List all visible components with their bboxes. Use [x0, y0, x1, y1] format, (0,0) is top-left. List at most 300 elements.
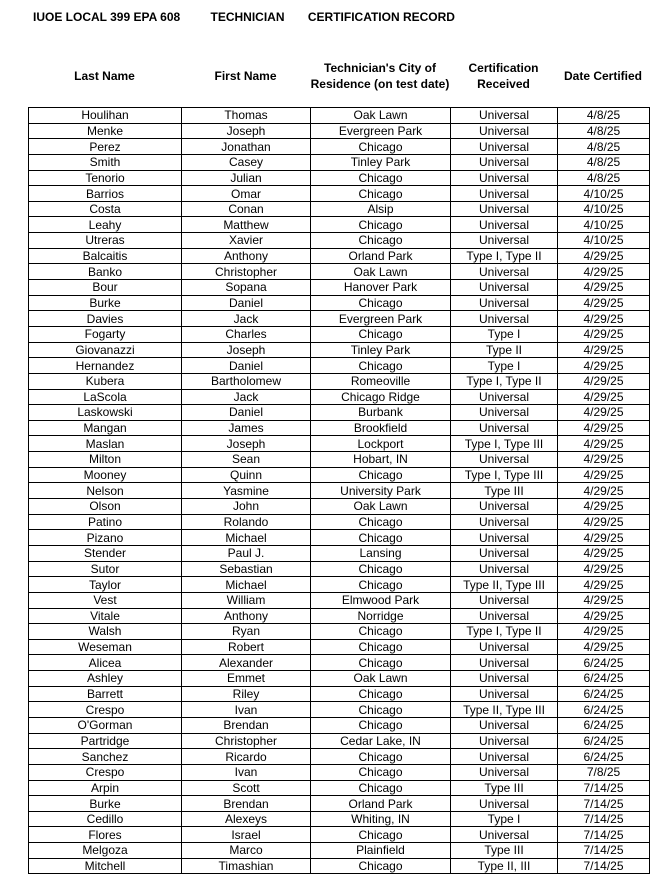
- cell-city: Whiting, IN: [311, 811, 451, 827]
- cell-date: 4/8/25: [558, 123, 650, 139]
- cell-last-name: Sanchez: [29, 749, 182, 765]
- cell-city: Orland Park: [311, 796, 451, 812]
- cell-city: Chicago: [311, 749, 451, 765]
- header-date: Date Certified: [563, 69, 643, 83]
- cell-date: 4/29/25: [558, 483, 650, 499]
- cell-first-name: Jonathan: [182, 139, 311, 155]
- cell-first-name: Anthony: [182, 608, 311, 624]
- cell-first-name: John: [182, 499, 311, 515]
- table-header: [28, 50, 643, 102]
- cell-date: 6/24/25: [558, 733, 650, 749]
- cell-city: Chicago: [311, 326, 451, 342]
- table-row: [29, 373, 650, 389]
- cell-date: 6/24/25: [558, 671, 650, 687]
- header-city: Technician's City of Residence (on test date): [310, 61, 450, 91]
- cell-first-name: Julian: [182, 170, 311, 186]
- table-row: [29, 358, 650, 374]
- cell-city: Evergreen Park: [311, 123, 451, 139]
- cell-certification: Type II: [451, 342, 558, 358]
- cell-last-name: Partridge: [29, 733, 182, 749]
- table-row: [29, 233, 650, 249]
- cell-certification: Universal: [451, 123, 558, 139]
- table-row: [29, 733, 650, 749]
- cell-certification: Universal: [451, 499, 558, 515]
- cell-city: Chicago: [311, 139, 451, 155]
- table-row: [29, 686, 650, 702]
- cell-certification: Universal: [451, 671, 558, 687]
- cell-last-name: Mitchell: [29, 858, 182, 874]
- cell-first-name: Brendan: [182, 717, 311, 733]
- cell-first-name: Scott: [182, 780, 311, 796]
- cell-date: 4/29/25: [558, 248, 650, 264]
- cell-last-name: LaScola: [29, 389, 182, 405]
- cell-city: Elmwood Park: [311, 592, 451, 608]
- cell-last-name: Olson: [29, 499, 182, 515]
- cell-first-name: Ivan: [182, 764, 311, 780]
- cell-date: 4/29/25: [558, 639, 650, 655]
- cell-certification: Type III: [451, 843, 558, 859]
- cell-date: 4/29/25: [558, 592, 650, 608]
- cell-last-name: Sutor: [29, 561, 182, 577]
- cell-last-name: Menke: [29, 123, 182, 139]
- cell-first-name: Quinn: [182, 467, 311, 483]
- cell-city: Chicago: [311, 827, 451, 843]
- cell-first-name: Daniel: [182, 295, 311, 311]
- cell-city: Tinley Park: [311, 154, 451, 170]
- cell-last-name: Banko: [29, 264, 182, 280]
- cell-certification: Type III: [451, 483, 558, 499]
- cell-last-name: Vest: [29, 592, 182, 608]
- table-row: [29, 780, 650, 796]
- cell-date: 4/10/25: [558, 201, 650, 217]
- header-certification: Certification Received: [468, 61, 539, 91]
- cell-date: 4/29/25: [558, 530, 650, 546]
- cell-certification: Universal: [451, 749, 558, 765]
- cell-city: Cedar Lake, IN: [311, 733, 451, 749]
- table-row: [29, 671, 650, 687]
- cell-city: Romeoville: [311, 373, 451, 389]
- cell-first-name: Matthew: [182, 217, 311, 233]
- table-row: [29, 405, 650, 421]
- cell-certification: Universal: [451, 108, 558, 124]
- table-row: [29, 592, 650, 608]
- cell-first-name: Paul J.: [182, 545, 311, 561]
- cell-city: Plainfield: [311, 843, 451, 859]
- cell-date: 4/29/25: [558, 577, 650, 593]
- cell-date: 6/24/25: [558, 717, 650, 733]
- cell-certification: Universal: [451, 717, 558, 733]
- title-record: CERTIFICATION RECORD: [307, 10, 455, 24]
- cell-certification: Universal: [451, 796, 558, 812]
- cell-date: 4/8/25: [558, 170, 650, 186]
- table-row: [29, 545, 650, 561]
- cell-last-name: Cedillo: [29, 811, 182, 827]
- cell-city: Chicago: [311, 624, 451, 640]
- table-row: [29, 186, 650, 202]
- header-last-name: Last Name: [74, 69, 135, 83]
- cell-city: Hobart, IN: [311, 452, 451, 468]
- cell-date: 6/24/25: [558, 655, 650, 671]
- cell-last-name: Nelson: [29, 483, 182, 499]
- cell-date: 4/29/25: [558, 545, 650, 561]
- cell-certification: Universal: [451, 264, 558, 280]
- cell-first-name: Brendan: [182, 796, 311, 812]
- table-body: [29, 108, 650, 874]
- title-org: IUOE LOCAL 399 EPA 608: [33, 10, 181, 24]
- cell-last-name: Perez: [29, 139, 182, 155]
- cell-date: 4/29/25: [558, 295, 650, 311]
- cell-certification: Universal: [451, 280, 558, 296]
- table-row: [29, 201, 650, 217]
- cell-first-name: Anthony: [182, 248, 311, 264]
- cell-last-name: Costa: [29, 201, 182, 217]
- cell-last-name: Crespo: [29, 764, 182, 780]
- table-row: [29, 514, 650, 530]
- cell-city: Hanover Park: [311, 280, 451, 296]
- table-row: [29, 389, 650, 405]
- table-row: [29, 858, 650, 874]
- cell-first-name: Joseph: [182, 123, 311, 139]
- cell-first-name: Rolando: [182, 514, 311, 530]
- cell-date: 4/29/25: [558, 561, 650, 577]
- cell-date: 4/29/25: [558, 467, 650, 483]
- cell-city: Oak Lawn: [311, 108, 451, 124]
- table-row: [29, 827, 650, 843]
- cell-certification: Type I, Type II: [451, 624, 558, 640]
- cell-first-name: Sopana: [182, 280, 311, 296]
- cell-date: 4/29/25: [558, 342, 650, 358]
- cell-first-name: Robert: [182, 639, 311, 655]
- cell-first-name: Yasmine: [182, 483, 311, 499]
- cell-first-name: Alexeys: [182, 811, 311, 827]
- table-row: [29, 280, 650, 296]
- cell-city: Chicago: [311, 295, 451, 311]
- cell-city: Chicago: [311, 467, 451, 483]
- cell-date: 7/14/25: [558, 780, 650, 796]
- cell-city: Brookfield: [311, 420, 451, 436]
- cell-city: Chicago: [311, 717, 451, 733]
- cell-first-name: Daniel: [182, 405, 311, 421]
- cell-date: 4/29/25: [558, 358, 650, 374]
- cell-date: 7/14/25: [558, 843, 650, 859]
- cell-first-name: Omar: [182, 186, 311, 202]
- cell-first-name: Joseph: [182, 342, 311, 358]
- cell-certification: Type II, Type III: [451, 577, 558, 593]
- cell-city: Chicago: [311, 858, 451, 874]
- cell-first-name: Christopher: [182, 264, 311, 280]
- cell-first-name: William: [182, 592, 311, 608]
- cell-date: 7/14/25: [558, 858, 650, 874]
- cell-date: 4/10/25: [558, 233, 650, 249]
- table-row: [29, 764, 650, 780]
- cell-certification: Type I: [451, 811, 558, 827]
- cell-first-name: Michael: [182, 577, 311, 593]
- cell-certification: Type III: [451, 780, 558, 796]
- cell-first-name: Christopher: [182, 733, 311, 749]
- cell-certification: Universal: [451, 405, 558, 421]
- cell-certification: Universal: [451, 639, 558, 655]
- certification-table: [28, 107, 650, 874]
- table-row: [29, 326, 650, 342]
- cell-last-name: Hernandez: [29, 358, 182, 374]
- cell-certification: Universal: [451, 452, 558, 468]
- table-row: [29, 624, 650, 640]
- cell-first-name: Xavier: [182, 233, 311, 249]
- cell-certification: Universal: [451, 764, 558, 780]
- cell-city: Chicago: [311, 561, 451, 577]
- cell-last-name: Giovanazzi: [29, 342, 182, 358]
- cell-last-name: Smith: [29, 154, 182, 170]
- cell-city: Orland Park: [311, 248, 451, 264]
- table-row: [29, 608, 650, 624]
- cell-city: Norridge: [311, 608, 451, 624]
- cell-certification: Universal: [451, 561, 558, 577]
- table-row: [29, 264, 650, 280]
- cell-date: 4/29/25: [558, 405, 650, 421]
- table-row: [29, 499, 650, 515]
- cell-date: 4/29/25: [558, 264, 650, 280]
- cell-last-name: Barrett: [29, 686, 182, 702]
- cell-city: Chicago: [311, 639, 451, 655]
- table-row: [29, 217, 650, 233]
- cell-last-name: Maslan: [29, 436, 182, 452]
- cell-city: Chicago Ridge: [311, 389, 451, 405]
- cell-city: Chicago: [311, 655, 451, 671]
- title-technician: TECHNICIAN: [210, 10, 285, 24]
- cell-certification: Universal: [451, 201, 558, 217]
- cell-certification: Universal: [451, 217, 558, 233]
- table-row: [29, 811, 650, 827]
- table-row: [29, 108, 650, 124]
- cell-last-name: Pizano: [29, 530, 182, 546]
- cell-date: 6/24/25: [558, 749, 650, 765]
- cell-city: Chicago: [311, 170, 451, 186]
- cell-last-name: Vitale: [29, 608, 182, 624]
- cell-date: 7/8/25: [558, 764, 650, 780]
- cell-last-name: Mangan: [29, 420, 182, 436]
- table-row: [29, 295, 650, 311]
- table-row: [29, 154, 650, 170]
- cell-city: Lansing: [311, 545, 451, 561]
- cell-date: 4/10/25: [558, 217, 650, 233]
- cell-date: 4/29/25: [558, 420, 650, 436]
- cell-date: 4/29/25: [558, 499, 650, 515]
- cell-city: Chicago: [311, 764, 451, 780]
- table-row: [29, 655, 650, 671]
- table-row: [29, 248, 650, 264]
- cell-certification: Type II, Type III: [451, 702, 558, 718]
- cell-last-name: Arpin: [29, 780, 182, 796]
- cell-city: Oak Lawn: [311, 499, 451, 515]
- cell-date: 4/29/25: [558, 436, 650, 452]
- cell-city: Chicago: [311, 702, 451, 718]
- table-row: [29, 639, 650, 655]
- cell-first-name: Ivan: [182, 702, 311, 718]
- cell-first-name: Riley: [182, 686, 311, 702]
- cell-last-name: Ashley: [29, 671, 182, 687]
- cell-city: Chicago: [311, 577, 451, 593]
- cell-certification: Type I, Type III: [451, 467, 558, 483]
- cell-last-name: Burke: [29, 796, 182, 812]
- cell-first-name: Joseph: [182, 436, 311, 452]
- cell-city: Oak Lawn: [311, 671, 451, 687]
- cell-city: Lockport: [311, 436, 451, 452]
- cell-last-name: Melgoza: [29, 843, 182, 859]
- cell-last-name: Milton: [29, 452, 182, 468]
- cell-first-name: Ryan: [182, 624, 311, 640]
- cell-date: 4/29/25: [558, 514, 650, 530]
- cell-last-name: Weseman: [29, 639, 182, 655]
- document-title: [33, 10, 455, 24]
- cell-city: Chicago: [311, 530, 451, 546]
- cell-city: Tinley Park: [311, 342, 451, 358]
- cell-city: Chicago: [311, 217, 451, 233]
- cell-last-name: Davies: [29, 311, 182, 327]
- table-row: [29, 483, 650, 499]
- cell-date: 4/8/25: [558, 139, 650, 155]
- cell-first-name: Casey: [182, 154, 311, 170]
- table-row: [29, 467, 650, 483]
- cell-date: 7/14/25: [558, 827, 650, 843]
- cell-certification: Universal: [451, 530, 558, 546]
- cell-last-name: Patino: [29, 514, 182, 530]
- cell-last-name: Crespo: [29, 702, 182, 718]
- cell-last-name: Stender: [29, 545, 182, 561]
- cell-city: Chicago: [311, 233, 451, 249]
- cell-city: Chicago: [311, 358, 451, 374]
- cell-city: Chicago: [311, 780, 451, 796]
- cell-last-name: Alicea: [29, 655, 182, 671]
- cell-first-name: Marco: [182, 843, 311, 859]
- cell-certification: Type II, III: [451, 858, 558, 874]
- cell-certification: Universal: [451, 311, 558, 327]
- cell-certification: Universal: [451, 139, 558, 155]
- cell-certification: Type I, Type II: [451, 248, 558, 264]
- cell-certification: Universal: [451, 233, 558, 249]
- cell-last-name: Bour: [29, 280, 182, 296]
- cell-city: Evergreen Park: [311, 311, 451, 327]
- table-row: [29, 342, 650, 358]
- cell-last-name: Laskowski: [29, 405, 182, 421]
- cell-certification: Type I, Type III: [451, 436, 558, 452]
- cell-first-name: Charles: [182, 326, 311, 342]
- cell-date: 4/8/25: [558, 154, 650, 170]
- cell-last-name: Barrios: [29, 186, 182, 202]
- table-row: [29, 436, 650, 452]
- cell-first-name: Bartholomew: [182, 373, 311, 389]
- cell-certification: Universal: [451, 592, 558, 608]
- cell-city: Burbank: [311, 405, 451, 421]
- cell-first-name: Michael: [182, 530, 311, 546]
- cell-date: 4/8/25: [558, 108, 650, 124]
- cell-date: 6/24/25: [558, 702, 650, 718]
- table-row: [29, 530, 650, 546]
- table-row: [29, 420, 650, 436]
- cell-certification: Universal: [451, 608, 558, 624]
- cell-first-name: Timashian: [182, 858, 311, 874]
- cell-last-name: Taylor: [29, 577, 182, 593]
- cell-last-name: Houlihan: [29, 108, 182, 124]
- cell-city: Chicago: [311, 686, 451, 702]
- cell-city: Chicago: [311, 186, 451, 202]
- cell-date: 4/29/25: [558, 373, 650, 389]
- cell-certification: Universal: [451, 655, 558, 671]
- cell-date: 7/14/25: [558, 811, 650, 827]
- cell-first-name: Ricardo: [182, 749, 311, 765]
- cell-date: 4/29/25: [558, 624, 650, 640]
- cell-certification: Type I: [451, 326, 558, 342]
- table-row: [29, 577, 650, 593]
- cell-last-name: Walsh: [29, 624, 182, 640]
- cell-certification: Universal: [451, 545, 558, 561]
- cell-certification: Universal: [451, 170, 558, 186]
- table-row: [29, 561, 650, 577]
- cell-last-name: Kubera: [29, 373, 182, 389]
- cell-city: Oak Lawn: [311, 264, 451, 280]
- cell-date: 4/29/25: [558, 311, 650, 327]
- table-row: [29, 843, 650, 859]
- cell-first-name: Conan: [182, 201, 311, 217]
- cell-first-name: James: [182, 420, 311, 436]
- table-row: [29, 717, 650, 733]
- cell-date: 4/29/25: [558, 326, 650, 342]
- cell-first-name: Emmet: [182, 671, 311, 687]
- cell-last-name: Burke: [29, 295, 182, 311]
- cell-certification: Universal: [451, 186, 558, 202]
- cell-city: University Park: [311, 483, 451, 499]
- cell-certification: Universal: [451, 295, 558, 311]
- table-row: [29, 702, 650, 718]
- cell-certification: Universal: [451, 733, 558, 749]
- cell-first-name: Thomas: [182, 108, 311, 124]
- table-row: [29, 311, 650, 327]
- cell-first-name: Daniel: [182, 358, 311, 374]
- header-first-name: First Name: [214, 69, 277, 83]
- cell-certification: Type I: [451, 358, 558, 374]
- cell-city: Chicago: [311, 514, 451, 530]
- table-row: [29, 123, 650, 139]
- cell-certification: Type I, Type II: [451, 373, 558, 389]
- cell-date: 4/29/25: [558, 452, 650, 468]
- table-row: [29, 749, 650, 765]
- cell-last-name: Mooney: [29, 467, 182, 483]
- cell-first-name: Israel: [182, 827, 311, 843]
- cell-last-name: Fogarty: [29, 326, 182, 342]
- cell-first-name: Jack: [182, 389, 311, 405]
- cell-certification: Universal: [451, 827, 558, 843]
- cell-city: Alsip: [311, 201, 451, 217]
- cell-last-name: Flores: [29, 827, 182, 843]
- cell-date: 4/29/25: [558, 608, 650, 624]
- cell-certification: Universal: [451, 514, 558, 530]
- cell-certification: Universal: [451, 686, 558, 702]
- table-row: [29, 139, 650, 155]
- table-row: [29, 452, 650, 468]
- cell-date: 4/29/25: [558, 280, 650, 296]
- cell-certification: Universal: [451, 154, 558, 170]
- cell-certification: Universal: [451, 389, 558, 405]
- cell-last-name: Balcaitis: [29, 248, 182, 264]
- cell-certification: Universal: [451, 420, 558, 436]
- cell-date: 7/14/25: [558, 796, 650, 812]
- cell-first-name: Alexander: [182, 655, 311, 671]
- table-row: [29, 170, 650, 186]
- cell-date: 4/29/25: [558, 389, 650, 405]
- cell-first-name: Sebastian: [182, 561, 311, 577]
- cell-last-name: O'Gorman: [29, 717, 182, 733]
- cell-last-name: Leahy: [29, 217, 182, 233]
- cell-first-name: Sean: [182, 452, 311, 468]
